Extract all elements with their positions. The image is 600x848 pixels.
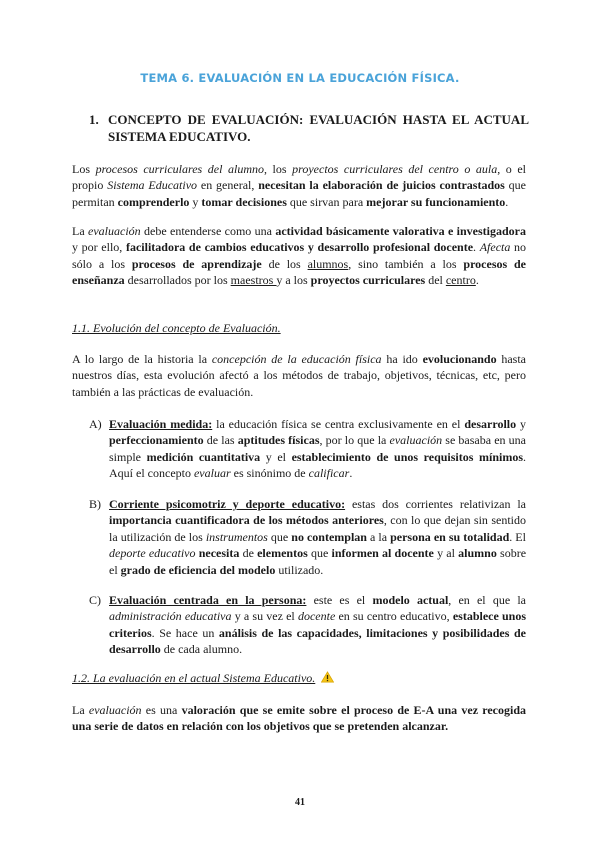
list-item-label: A) — [89, 417, 102, 431]
page-number: 41 — [295, 797, 305, 808]
subsection-1-2: 1.2. La evaluación en el actual Sistema Educativo. — [72, 671, 334, 686]
list-item-label: C) — [89, 593, 101, 607]
list-item-label: B) — [89, 497, 101, 511]
list-item-b: B) Corriente psicomotriz y deporte educativo: estas dos corrientes relativizan la importancia cuantificadora de los métodos anteriores, con lo que dejan sin sentido la utilización de los instrumentos que no contemplan a la persona en su totalidad. El deporte educativo necesita de elementos que informen al docente y al alumno sobre el grado de eficiencia del modelo utilizado. — [89, 497, 527, 577]
paragraph-4: La evaluación es una valoración que se emite sobre el proceso de E-A una vez recogida una serie de datos en relación con los objetivos que se pretenden alcanzar. — [72, 703, 527, 734]
paragraph-3: A lo largo de la historia la concepción de la educación física ha ido evolucionando hasta nuestros días, esta evolución afectó a los métodos de trabajo, objetivos, técnicas, etc, pero también a las prácticas de evaluación. — [72, 352, 527, 399]
section-title: CONCEPTO DE EVALUACIÓN: EVALUACIÓN HASTA EL ACTUAL SISTEMA EDUCATIVO. — [108, 112, 529, 144]
section-number: 1. — [89, 112, 99, 127]
warning-icon — [321, 671, 334, 683]
paragraph-2: La evaluación debe entenderse como una actividad básicamente valorativa e investigadora y por ello, facilitadora de cambios educativos y desarrollo profesional docente. Afecta no sólo a los procesos de aprendizaje de los alumnos, sino también a los procesos de enseñanza desarrollados por los maestros y a los proyectos curriculares del centro. — [72, 224, 527, 288]
subsection-1-1: 1.1. Evolución del concepto de Evaluación. — [72, 321, 281, 335]
list-item-a: A) Evaluación medida: la educación física se centra exclusivamente en el desarrollo y perfeccionamiento de las aptitudes físicas, por lo que la evaluación se basaba en una simple medición cuantitativa y el establecimiento de unos requisitos mínimos. Aquí el concepto evaluar es sinónimo de calificar. — [89, 417, 527, 481]
section-heading — [89, 111, 529, 145]
topic-title: TEMA 6. EVALUACIÓN EN LA EDUCACIÓN FÍSICA. — [140, 71, 460, 85]
list-item-c: C) Evaluación centrada en la persona: este es el modelo actual, en el que la administración educativa y a su vez el docente en su centro educativo, establece unos criterios. Se hace un análisis de las capacidades, limitaciones y posibilidades de desarrollo de cada alumno. — [89, 593, 527, 657]
paragraph-1: Los procesos curriculares del alumno, los proyectos curriculares del centro o aula, o el propio Sistema Educativo en general, necesitan la elaboración de juicios contrastados que permitan comprenderlo y tomar decisiones que sirvan para mejorar su funcionamiento. — [72, 162, 527, 209]
